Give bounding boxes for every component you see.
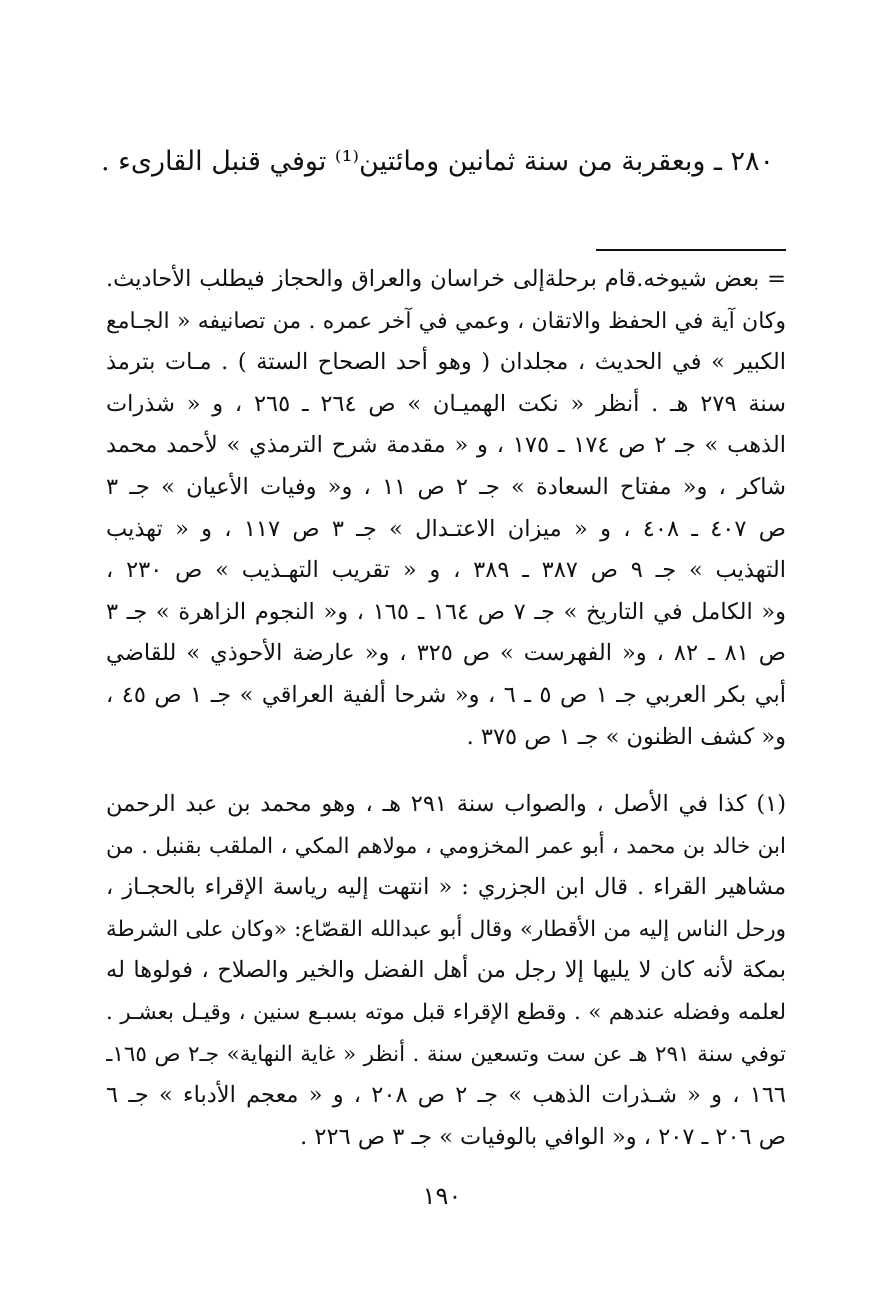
entry-280-text: ٢٨٠ ـ وبعقربة من سنة ثمانين ومائتين⁽¹⁾ توفي قنبل القارىء . [101,146,774,177]
footnote-line: مشاهير القراء . قال ابن الجزري : « انتهت إليه رياسة الإقراء بالحجـاز ، [106,874,786,901]
footnote-line: ورحل الناس إليه من الأقطار» وقال أبو عبدالله القصّاع: «وكان على الشرطة [106,916,786,942]
footnote-1 [106,784,786,1158]
footnote-line: الكبير » في الحديث ، مجلدان ( وهو أحد الصحاح الستة ) . مـات بترمذ [106,349,786,376]
footnote-line: الذهب » جـ ٢ ص ١٧٤ ـ ١٧٥ ، و « مقدمة شرح الترمذي » لأحمد محمد [106,432,786,459]
footnote-line: توفي سنة ٢٩١ هـ عن ست وتسعين سنة . أنظر « غاية النهاية» جـ٢ ص ١٦٥ـ [106,1041,786,1067]
footnote-line: وكان آية في الحفظ والاتقان ، وعمي في آخر عمره . من تصانيفه « الجـامع [106,308,786,334]
page-number: ١٩٠ [422,1182,462,1210]
footnote-line: و« كشف الظنون » جـ ١ ص ٣٧٥ . [466,723,786,750]
footnote-separator-rule [596,249,786,251]
footnote-line: لعلمه وفضله عندهم » . وقطع الإقراء قبل موته بسبـع سنين ، وقيـل بعشـر . [106,999,786,1025]
footnote-line: شاكر ، و« مفتاح السعادة » جـ ٢ ص ١١ ، و« وفيات الأعيان » جـ ٣ [106,473,786,500]
footnote-line: بمكة لأنه كان لا يليها إلا رجل من أهل الفضل والخير والصلاح ، فولوها له [106,957,786,984]
footnote-line: أبي بكر العربي جـ ١ ص ٥ ـ ٦ ، و« شرحا ألفية العراقي » جـ ١ ص ٤٥ ، [106,681,786,708]
footnote-line: (١) كذا في الأصل ، والصواب سنة ٢٩١ هـ ، وهو محمد بن عبد الرحمن [106,791,786,817]
footnote-line: ابن خالد بن محمد ، أبو عمر المخزومي ، مولاهم المكي ، الملقب بقنبل . من [106,833,786,859]
footnote-line: التهذيب » جـ ٩ ص ٣٨٧ ـ ٣٨٩ ، و « تقريب التهـذيب » ص ٢٣٠ ، [106,557,786,584]
footnote-line: ١٦٦ ، و « شـذرات الذهب » جـ ٢ ص ٢٠٨ ، و « معجم الأدباء » جـ ٦ [106,1082,786,1109]
footnote-line: ص ٨١ ـ ٨٢ ، و« الفهرست » ص ٣٢٥ ، و« عارضة الأحوذي » للقاضي [106,640,786,667]
continued-footnote [106,259,786,758]
footnote-line: سنة ٢٧٩ هـ . أنظر « نكت الهميـان » ص ٢٦٤ ـ ٢٦٥ ، و « شذرات [106,390,786,417]
footnote-line: ص ٢٠٦ ـ ٢٠٧ ، و« الوافي بالوفيات » جـ ٣ ص ٢٢٦ . [300,1123,786,1150]
footnote-line: ص ٤٠٧ ـ ٤٠٨ ، و « ميزان الاعتـدال » جـ ٣ ص ١١٧ ، و « تهذيب [106,515,786,542]
footnote-line: = بعض شيوخه.قام برحلةإلى خراسان والعراق والحجاز فيطلب الأحاديث. [106,266,786,292]
footnote-line: و« الكامل في التاريخ » جـ ٧ ص ١٦٤ ـ ١٦٥ ، و« النجوم الزاهرة » جـ ٣ [106,598,786,625]
